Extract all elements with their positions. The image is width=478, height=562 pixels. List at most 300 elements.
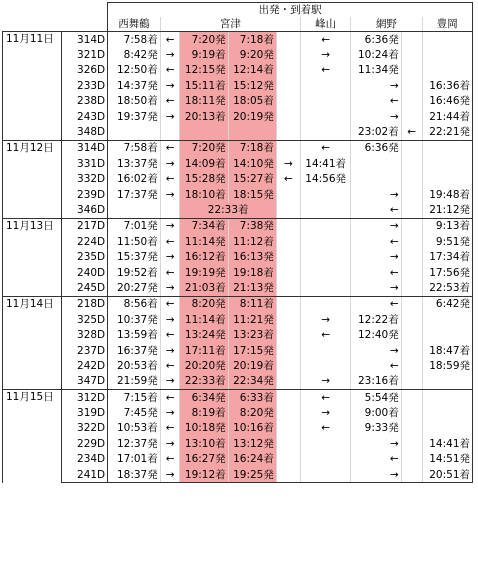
direction-arrow (401, 389, 422, 405)
miyazu-time-1: 13:24発 (180, 327, 228, 342)
direction-arrow (276, 94, 300, 109)
direction-arrow (276, 109, 300, 124)
header-caption: 出発・到着駅 (108, 3, 473, 18)
amino-time: → (351, 343, 401, 358)
direction-arrow (276, 124, 300, 140)
toyooka-time (422, 32, 472, 48)
train-number: 242D (62, 358, 108, 373)
miyazu-time-1: 18:11発 (180, 94, 228, 109)
direction-arrow (401, 374, 422, 390)
toyooka-time: 19:48着 (422, 187, 472, 202)
toyooka-time (422, 156, 472, 171)
amino-time: 9:00着 (351, 405, 401, 420)
amino-time: → (351, 187, 401, 202)
train-number: 239D (62, 187, 108, 202)
amino-time: → (351, 78, 401, 93)
mineyama-or-arrow (300, 94, 350, 109)
miyazu-time-1: 6:34発 (180, 389, 228, 405)
nishimaizuru-time: 7:01発 (108, 218, 161, 234)
miyazu-time-2: 18:05着 (228, 94, 276, 109)
train-number: 348D (62, 124, 108, 140)
train-number: 332D (62, 172, 108, 187)
station-amino: 網野 (351, 17, 422, 32)
nishimaizuru-time: 12:50着 (108, 63, 161, 78)
train-number: 322D (62, 421, 108, 436)
direction-arrow (401, 187, 422, 202)
miyazu-time-1: 7:20発 (180, 32, 228, 48)
direction-arrow: → (160, 218, 180, 234)
mineyama-or-arrow (300, 265, 350, 280)
amino-time: 23:16着 (351, 374, 401, 390)
direction-arrow (401, 343, 422, 358)
miyazu-time-1: 15:11着 (180, 78, 228, 93)
direction-arrow (276, 47, 300, 62)
toyooka-time: 17:56発 (422, 265, 472, 280)
nishimaizuru-time: 19:37発 (108, 109, 161, 124)
table-row (3, 467, 473, 483)
toyooka-time: 18:47着 (422, 343, 472, 358)
miyazu-time-1: 16:27発 (180, 452, 228, 467)
toyooka-time: 9:13着 (422, 218, 472, 234)
nishimaizuru-time: 13:59着 (108, 327, 161, 342)
table-row (3, 124, 473, 140)
amino-time: → (351, 280, 401, 296)
miyazu-time-2: 6:33着 (228, 389, 276, 405)
miyazu-time-1: 7:34着 (180, 218, 228, 234)
direction-arrow (276, 218, 300, 234)
table-row (3, 234, 473, 249)
direction-arrow (401, 63, 422, 78)
mineyama-or-arrow (300, 358, 350, 373)
mineyama-or-arrow (300, 202, 350, 218)
direction-arrow (276, 405, 300, 420)
mineyama-or-arrow (300, 452, 350, 467)
table-row (3, 187, 473, 202)
nishimaizuru-time (108, 202, 161, 218)
direction-arrow: → (160, 156, 180, 171)
amino-time: → (351, 109, 401, 124)
miyazu-time-1: 20:20発 (180, 358, 228, 373)
direction-arrow (276, 421, 300, 436)
miyazu-time-1: 11:14発 (180, 234, 228, 249)
direction-arrow (276, 374, 300, 390)
direction-arrow (401, 436, 422, 451)
mineyama-or-arrow: ← (300, 327, 350, 342)
table-row (3, 265, 473, 280)
nishimaizuru-time: 16:37発 (108, 343, 161, 358)
direction-arrow: ← (160, 32, 180, 48)
toyooka-time (422, 421, 472, 436)
direction-arrow (401, 172, 422, 187)
miyazu-time-2: 20:19発 (228, 109, 276, 124)
toyooka-time: 22:21発 (422, 124, 472, 140)
direction-arrow (276, 202, 300, 218)
station-mineyama: 峰山 (300, 17, 350, 32)
mineyama-or-arrow: ← (300, 140, 350, 156)
amino-time: 5:54発 (351, 389, 401, 405)
miyazu-time-2: 7:18着 (228, 32, 276, 48)
nishimaizuru-time: 17:01着 (108, 452, 161, 467)
table-row (3, 327, 473, 342)
nishimaizuru-time: 18:50着 (108, 94, 161, 109)
direction-arrow (401, 405, 422, 420)
toyooka-time: 14:51発 (422, 452, 472, 467)
miyazu-time-2: 16:24着 (228, 452, 276, 467)
direction-arrow: ← (160, 265, 180, 280)
amino-time: 12:22着 (351, 312, 401, 327)
mineyama-or-arrow (300, 124, 350, 140)
train-number: 312D (62, 389, 108, 405)
direction-arrow (276, 389, 300, 405)
mineyama-or-arrow (300, 343, 350, 358)
train-number: 240D (62, 265, 108, 280)
direction-arrow (276, 296, 300, 312)
toyooka-time: 21:44着 (422, 109, 472, 124)
miyazu-time-2: 11:21発 (228, 312, 276, 327)
direction-arrow (401, 140, 422, 156)
table-row (3, 32, 473, 48)
direction-arrow (276, 78, 300, 93)
train-number: 229D (62, 436, 108, 451)
miyazu-time-2: 9:20発 (228, 47, 276, 62)
train-number: 321D (62, 47, 108, 62)
nishimaizuru-time: 20:53着 (108, 358, 161, 373)
direction-arrow (276, 327, 300, 342)
train-number: 346D (62, 202, 108, 218)
miyazu-time-1: 7:20発 (180, 140, 228, 156)
direction-arrow (276, 467, 300, 483)
train-number: 233D (62, 78, 108, 93)
miyazu-time-1: 18:10着 (180, 187, 228, 202)
mineyama-or-arrow: ← (300, 32, 350, 48)
direction-arrow: → (160, 187, 180, 202)
date-cell: 11月13日 (3, 218, 62, 296)
direction-arrow: → (160, 374, 180, 390)
mineyama-or-arrow (300, 234, 350, 249)
table-row (3, 374, 473, 390)
direction-arrow: → (276, 156, 300, 171)
direction-arrow (160, 202, 180, 218)
mineyama-or-arrow: 14:41着 (300, 156, 350, 171)
miyazu-time-1: 17:11着 (180, 343, 228, 358)
mineyama-or-arrow (300, 296, 350, 312)
direction-arrow (160, 124, 180, 140)
amino-time: ← (351, 94, 401, 109)
direction-arrow: ← (160, 172, 180, 187)
miyazu-time-1: 20:13着 (180, 109, 228, 124)
train-number: 243D (62, 109, 108, 124)
direction-arrow: → (160, 405, 180, 420)
train-number: 328D (62, 327, 108, 342)
timetable (2, 2, 473, 483)
mineyama-or-arrow: → (300, 374, 350, 390)
table-row (3, 436, 473, 451)
table-row (3, 140, 473, 156)
train-number: 319D (62, 405, 108, 420)
amino-time: ← (351, 265, 401, 280)
toyooka-time: 6:42発 (422, 296, 472, 312)
amino-time: ← (351, 452, 401, 467)
nishimaizuru-time: 8:56着 (108, 296, 161, 312)
table-row (3, 172, 473, 187)
train-number: 235D (62, 249, 108, 264)
train-number: 237D (62, 343, 108, 358)
station-miyazu: 宮津 (160, 17, 300, 32)
station-toyooka: 豊岡 (422, 17, 472, 32)
miyazu-time-1: 16:12着 (180, 249, 228, 264)
miyazu-time-2: 8:20発 (228, 405, 276, 420)
miyazu-time-2: 8:11着 (228, 296, 276, 312)
direction-arrow: ← (160, 140, 180, 156)
timetable-container (2, 2, 473, 483)
direction-arrow: ← (160, 452, 180, 467)
miyazu-time-2: 15:27着 (228, 172, 276, 187)
direction-arrow (276, 234, 300, 249)
direction-arrow (401, 452, 422, 467)
toyooka-time: 14:41着 (422, 436, 472, 451)
direction-arrow (401, 109, 422, 124)
nishimaizuru-time: 7:15着 (108, 389, 161, 405)
direction-arrow (276, 265, 300, 280)
train-number: 217D (62, 218, 108, 234)
miyazu-time-2: 10:16着 (228, 421, 276, 436)
direction-arrow: → (160, 280, 180, 296)
toyooka-time: 17:34着 (422, 249, 472, 264)
timetable-body (3, 32, 473, 483)
miyazu-time-1: 9:19着 (180, 47, 228, 62)
direction-arrow (401, 467, 422, 483)
mineyama-or-arrow: ← (300, 389, 350, 405)
amino-time: ← (351, 358, 401, 373)
direction-arrow (276, 140, 300, 156)
miyazu-time-2: 7:38発 (228, 218, 276, 234)
train-number: 218D (62, 296, 108, 312)
direction-arrow (401, 234, 422, 249)
amino-time: 23:02着 (351, 124, 401, 140)
train-number: 326D (62, 63, 108, 78)
miyazu-time-2: 20:19着 (228, 358, 276, 373)
train-number: 241D (62, 467, 108, 483)
amino-time: 10:24着 (351, 47, 401, 62)
miyazu-time-1: 11:14着 (180, 312, 228, 327)
amino-time: 9:33発 (351, 421, 401, 436)
table-row (3, 452, 473, 467)
miyazu-time-1: 19:12着 (180, 467, 228, 483)
header-stations-row (3, 17, 473, 32)
miyazu-time-2: 22:34発 (228, 374, 276, 390)
direction-arrow (401, 358, 422, 373)
amino-time: 6:36発 (351, 140, 401, 156)
table-row (3, 296, 473, 312)
toyooka-time: 9:51発 (422, 234, 472, 249)
miyazu-time-1 (180, 124, 228, 140)
table-row (3, 94, 473, 109)
nishimaizuru-time: 14:37発 (108, 78, 161, 93)
train-number: 234D (62, 452, 108, 467)
train-number: 245D (62, 280, 108, 296)
miyazu-time-1: 14:09着 (180, 156, 228, 171)
amino-time: 12:40発 (351, 327, 401, 342)
nishimaizuru-time: 21:59発 (108, 374, 161, 390)
toyooka-time: 16:36着 (422, 78, 472, 93)
direction-arrow: → (160, 312, 180, 327)
nishimaizuru-time: 10:37発 (108, 312, 161, 327)
direction-arrow (401, 327, 422, 342)
direction-arrow: → (160, 249, 180, 264)
miyazu-time-2: 14:10発 (228, 156, 276, 171)
miyazu-time-1: 8:20発 (180, 296, 228, 312)
direction-arrow: ← (160, 421, 180, 436)
date-cell: 11月15日 (3, 389, 62, 482)
mineyama-or-arrow (300, 187, 350, 202)
direction-arrow: ← (276, 172, 300, 187)
mineyama-or-arrow: → (300, 405, 350, 420)
toyooka-time (422, 172, 472, 187)
direction-arrow: ← (160, 389, 180, 405)
miyazu-time-2: 19:25発 (228, 467, 276, 483)
table-row (3, 405, 473, 420)
table-row (3, 218, 473, 234)
mineyama-or-arrow (300, 467, 350, 483)
direction-arrow: → (160, 78, 180, 93)
miyazu-time-2: 21:13発 (228, 280, 276, 296)
direction-arrow (401, 312, 422, 327)
direction-arrow (276, 452, 300, 467)
direction-arrow (276, 187, 300, 202)
direction-arrow: → (160, 436, 180, 451)
table-row (3, 47, 473, 62)
train-number: 347D (62, 374, 108, 390)
nishimaizuru-time: 18:37発 (108, 467, 161, 483)
toyooka-time (422, 47, 472, 62)
train-number: 331D (62, 156, 108, 171)
miyazu-time-1: 13:10着 (180, 436, 228, 451)
miyazu-time-1: 19:19発 (180, 265, 228, 280)
table-row (3, 202, 473, 218)
miyazu-time-2: 17:15発 (228, 343, 276, 358)
nishimaizuru-time: 19:52着 (108, 265, 161, 280)
miyazu-time-2: 15:12発 (228, 78, 276, 93)
date-cell: 11月11日 (3, 32, 62, 141)
mineyama-or-arrow (300, 436, 350, 451)
miyazu-time-1: 22:33着 (180, 202, 276, 218)
miyazu-time-2: 13:23着 (228, 327, 276, 342)
direction-arrow (401, 218, 422, 234)
amino-time: → (351, 467, 401, 483)
train-number: 238D (62, 94, 108, 109)
station-nishimaizuru: 西舞鶴 (108, 17, 161, 32)
direction-arrow: ← (160, 63, 180, 78)
table-row (3, 421, 473, 436)
direction-arrow (401, 296, 422, 312)
miyazu-time-2: 13:12発 (228, 436, 276, 451)
toyooka-time (422, 405, 472, 420)
toyooka-time: 18:59発 (422, 358, 472, 373)
amino-time: ← (351, 296, 401, 312)
toyooka-time: 20:51着 (422, 467, 472, 483)
miyazu-time-2 (228, 124, 276, 140)
direction-arrow: → (160, 467, 180, 483)
direction-arrow (401, 94, 422, 109)
direction-arrow: → (160, 109, 180, 124)
train-number: 325D (62, 312, 108, 327)
miyazu-time-1: 21:03着 (180, 280, 228, 296)
nishimaizuru-time: 7:45発 (108, 405, 161, 420)
toyooka-time: 21:12発 (422, 202, 472, 218)
table-row (3, 358, 473, 373)
direction-arrow (401, 156, 422, 171)
train-number: 224D (62, 234, 108, 249)
miyazu-time-1: 10:18発 (180, 421, 228, 436)
toyooka-time (422, 140, 472, 156)
table-row (3, 389, 473, 405)
toyooka-time: 16:46発 (422, 94, 472, 109)
direction-arrow (276, 280, 300, 296)
direction-arrow (401, 249, 422, 264)
miyazu-time-1: 22:33着 (180, 374, 228, 390)
nishimaizuru-time: 20:27発 (108, 280, 161, 296)
mineyama-or-arrow: 14:56発 (300, 172, 350, 187)
miyazu-time-2: 16:13発 (228, 249, 276, 264)
miyazu-time-1: 12:15発 (180, 63, 228, 78)
direction-arrow (401, 202, 422, 218)
amino-time: → (351, 436, 401, 451)
direction-arrow: ← (160, 234, 180, 249)
mineyama-or-arrow (300, 218, 350, 234)
mineyama-or-arrow (300, 249, 350, 264)
toyooka-time (422, 374, 472, 390)
amino-time: → (351, 249, 401, 264)
miyazu-time-2: 12:14着 (228, 63, 276, 78)
amino-time: 11:34発 (351, 63, 401, 78)
nishimaizuru-time: 13:37発 (108, 156, 161, 171)
direction-arrow: ← (160, 358, 180, 373)
direction-arrow (401, 421, 422, 436)
nishimaizuru-time (108, 124, 161, 140)
amino-time: ← (351, 202, 401, 218)
table-row (3, 63, 473, 78)
direction-arrow (276, 32, 300, 48)
direction-arrow (276, 358, 300, 373)
miyazu-time-1: 15:28発 (180, 172, 228, 187)
table-row (3, 109, 473, 124)
toyooka-time (422, 63, 472, 78)
direction-arrow (401, 265, 422, 280)
date-cell: 11月12日 (3, 140, 62, 218)
direction-arrow (401, 32, 422, 48)
toyooka-time (422, 312, 472, 327)
direction-arrow: ← (160, 327, 180, 342)
nishimaizuru-time: 10:53着 (108, 421, 161, 436)
toyooka-time (422, 327, 472, 342)
miyazu-time-2: 19:18着 (228, 265, 276, 280)
amino-time: ← (351, 234, 401, 249)
nishimaizuru-time: 11:50着 (108, 234, 161, 249)
table-row (3, 249, 473, 264)
miyazu-time-2: 7:18着 (228, 140, 276, 156)
table-row (3, 156, 473, 171)
direction-arrow: ← (160, 94, 180, 109)
nishimaizuru-time: 8:42発 (108, 47, 161, 62)
direction-arrow: ← (401, 124, 422, 140)
table-row (3, 343, 473, 358)
nishimaizuru-time: 12:37発 (108, 436, 161, 451)
train-number: 314D (62, 32, 108, 48)
amino-time: 6:36発 (351, 32, 401, 48)
direction-arrow (401, 280, 422, 296)
miyazu-time-2: 11:12着 (228, 234, 276, 249)
mineyama-or-arrow (300, 78, 350, 93)
